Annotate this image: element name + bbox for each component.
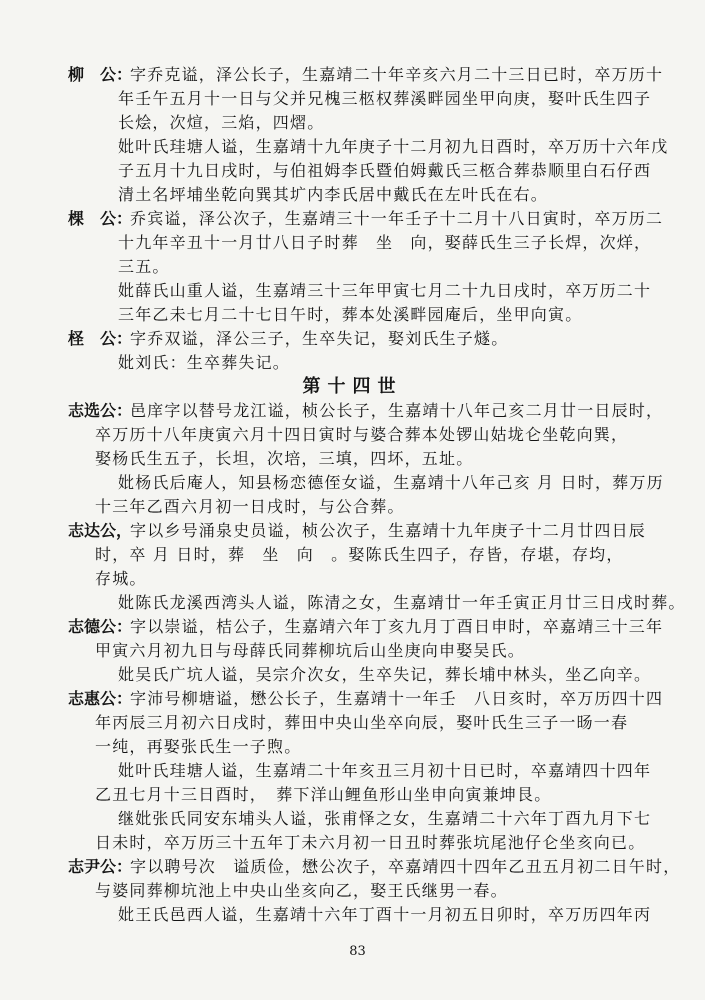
entry-line: 时，卒 月 日时，葬 坐 向 。娶陈氏生四子，存皆，存堪，存均，: [95, 545, 624, 564]
section-heading: 第十四世: [302, 376, 403, 397]
spouse-line: 日未时，卒万历三十五年丁未六月初一日丑时葬张坑尾池仔仑坐亥向已。: [95, 833, 646, 852]
entry-text: 字沛号柳塘谥，懋公长子，生嘉靖十一年壬 八日亥时，卒万历四十四: [130, 689, 664, 708]
entry-line: 长烩，次煊，三焰，四熠。: [118, 113, 325, 132]
entry-first-line: [0, 687, 705, 711]
entry-line: 卒万历十八年庚寅六月十四日寅时与婆合葬本处锣山姑垅仑坐乾向巽，: [95, 425, 629, 444]
entry-name: 棵 公：: [68, 209, 133, 228]
entry-first-line: [0, 207, 705, 231]
spouse-line: 妣陈氏龙溪西湾头人谥，陈清之女，生嘉靖廿一年壬寅正月廿三日戌时葬。: [118, 593, 686, 612]
spouse-line: 妣叶氏珪塘人谥，生嘉靖十九年庚子十二月初九日酉时，卒万历十六年戊: [118, 137, 669, 156]
entry-first-line: [0, 615, 705, 639]
spouse-line: 继妣张氏同安东埔头人谥，张甫怿之女，生嘉靖二十六年丁酉九月下七: [118, 809, 652, 828]
entry-name: 志达公，: [68, 521, 133, 540]
spouse-line: 三年乙未七月二十七日午时，葬本处溪畔园庵后，坐甲向寅。: [118, 305, 583, 324]
entry-first-line: [0, 519, 705, 543]
entry-text: 字乔克谥，泽公长子，生嘉靖二十年辛亥六月二十三日已时，卒万历十: [130, 65, 664, 84]
spouse-line: 乙丑七月十三日酉时， 葬下洋山鲤鱼形山坐申向寅兼坤艮。: [95, 785, 552, 804]
entry-line: 十九年辛丑十一月廿八日子时葬 坐 向，娶薛氏生三子长焊，次烊，: [118, 233, 652, 252]
entry-first-line: [0, 399, 705, 423]
entry-text: 字乔双谥，泽公三子，生卒失记，娶刘氏生子燧。: [130, 329, 509, 348]
entry-text: 乔宾谥，泽公次子，生嘉靖三十一年壬子十二月十八日寅时，卒万历二: [130, 209, 664, 228]
entry-line: 年壬午五月十一日与父并兄槐三柩权葬溪畔园坐甲向庚，娶叶氏生四子: [118, 89, 652, 108]
entry-text: 字以崇谥，桔公子，生嘉靖六年丁亥九月丁酉日申时，卒嘉靖三十三年: [130, 617, 664, 636]
entry-line: 甲寅六月初九日与母薛氏同葬柳坑后山坐庚向申娶吴氏。: [95, 641, 526, 660]
spouse-line: 妣薛氏山重人谥，生嘉靖三十三年甲寅七月二十九日戌时，卒万历二十: [118, 281, 652, 300]
entry-line: 与婆同葬柳坑池上中央山坐亥向乙，娶王氏继男一春。: [95, 881, 508, 900]
entry-first-line: [0, 327, 705, 351]
entry-name: 志选公：: [68, 401, 133, 420]
entry-text: 字以聘号次 谥质俭，懋公次子，卒嘉靖四十四年乙丑五月初二日午时，: [130, 857, 681, 876]
spouse-line: 子五月十九日戌时，与伯祖姆李氏暨伯姆戴氏三柩合葬恭顺里白石仔西: [118, 161, 652, 180]
spouse-line: 妣吴氏广坑人谥，吴宗介次女，生卒失记，葬长埔中林头，坐乙向辛。: [118, 665, 652, 684]
spouse-line: 清土名坪埔坐乾向巽其圹内李氏居中戴氏在左叶氏在右。: [118, 185, 549, 204]
spouse-line: 妣刘氏：生卒葬失记。: [118, 353, 291, 372]
entry-line: 存城。: [95, 569, 147, 588]
entry-line: 娶杨氏生五子，长坦，次培，三填，四坏，五址。: [95, 449, 474, 468]
spouse-line: 十三年乙酉六月初一日戌时，与公合葬。: [95, 497, 405, 516]
page-body: [0, 63, 705, 927]
entry-first-line: [0, 63, 705, 87]
entry-text: 字以乡号涌泉史员谥，桢公次子，生嘉靖十九年庚子十二月廿四日辰: [130, 521, 647, 540]
entry-name: 志惠公：: [68, 689, 133, 708]
entry-name: 志德公：: [68, 617, 133, 636]
entry-line: 年丙辰三月初六日戌时，葬田中央山坐卒向辰，娶叶氏生三子一旸一春: [95, 713, 629, 732]
entry-name: 志尹公：: [68, 857, 133, 876]
entry-name: 柽 公：: [68, 329, 133, 348]
entry-first-line: [0, 855, 705, 879]
entry-line: 三五。: [118, 257, 170, 276]
spouse-line: 妣王氏邑西人谥，生嘉靖十六年丁酉十一月初五日卯时，卒万历四年丙: [118, 905, 652, 924]
entry-text: 邑庠字以替号龙江谥，桢公长子，生嘉靖十八年己亥二月廿一日辰时，: [130, 401, 664, 420]
page-number: 83: [349, 944, 366, 959]
entry-name: 柳 公：: [68, 65, 133, 84]
spouse-line: 妣杨氏后庵人，知县杨恋德侄女谥，生嘉靖十八年己亥 月 日时，葬万历: [118, 473, 664, 492]
entry-line: 一纯，再娶张氏生一子煦。: [95, 737, 302, 756]
spouse-line: 妣叶氏珪塘人谥，生嘉靖二十年亥丑三月初十日已时，卒嘉靖四十四年: [118, 761, 652, 780]
